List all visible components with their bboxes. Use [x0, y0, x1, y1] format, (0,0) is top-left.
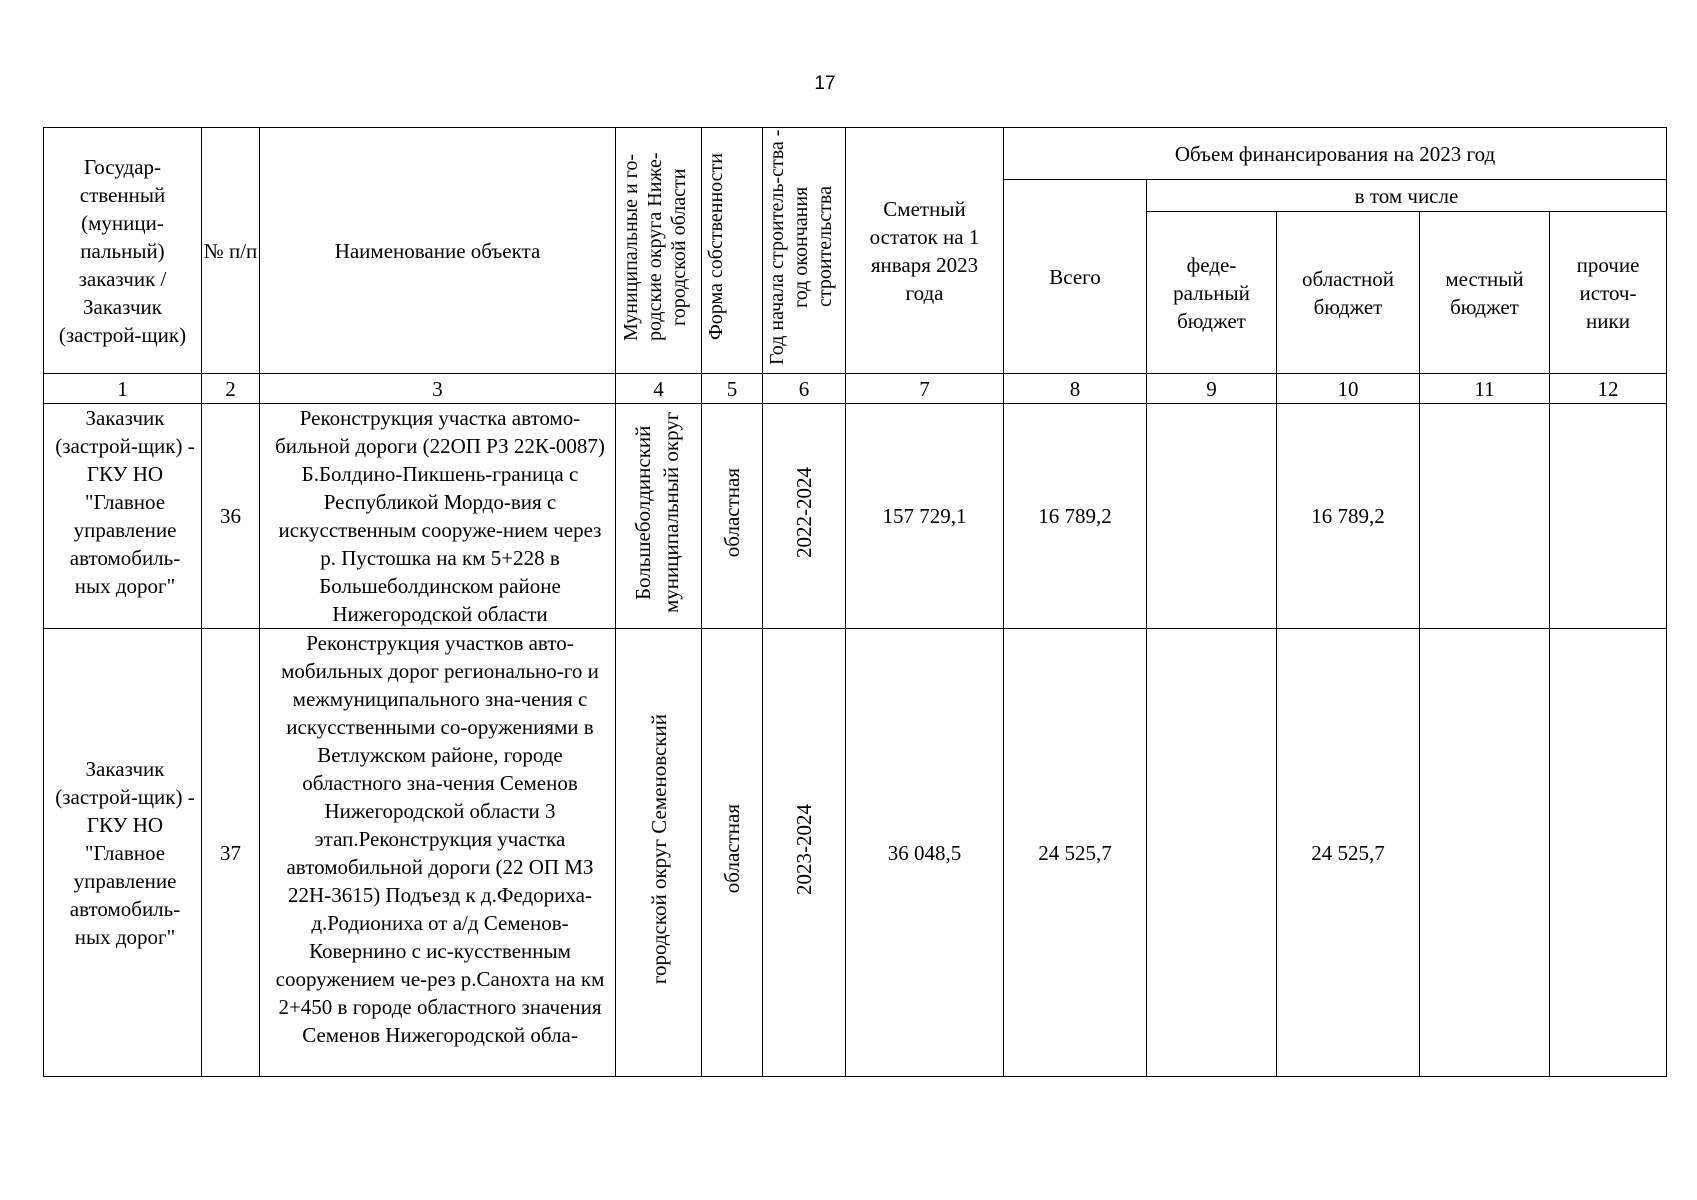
header-ownership-text: Форма собственности — [705, 153, 727, 341]
row-customer: Заказчик (застрой-щик) - ГКУ НО "Главное управление автомобиль-ных дорог" — [44, 404, 202, 629]
column-number: 8 — [1004, 374, 1147, 404]
row-number: 37 — [202, 629, 260, 1077]
column-number: 2 — [202, 374, 260, 404]
column-number: 7 — [846, 374, 1004, 404]
financing-table — [43, 127, 1667, 1077]
row-ownership — [702, 629, 763, 1077]
header-estimate: Сметный остаток на 1 января 2023 года — [846, 128, 1004, 374]
column-numbers-row — [44, 374, 1667, 404]
column-number: 9 — [1147, 374, 1277, 404]
row-other — [1550, 629, 1667, 1077]
row-municipality-text: городской округ Семеновский — [646, 713, 671, 985]
row-years-text: 2022-2024 — [792, 467, 816, 558]
row-local — [1420, 629, 1550, 1077]
column-number: 10 — [1277, 374, 1420, 404]
header-years-text: Год начала строитель-ства - год окончания строительства — [766, 129, 836, 365]
header-municipality — [616, 128, 702, 374]
row-total: 16 789,2 — [1004, 404, 1147, 629]
row-regional: 24 525,7 — [1277, 629, 1420, 1077]
column-number: 5 — [702, 374, 763, 404]
row-customer: Заказчик (застрой-щик) - ГКУ НО "Главное управление автомобиль-ных дорог" — [44, 629, 202, 1077]
header-total: Всего — [1004, 180, 1147, 374]
column-number: 12 — [1550, 374, 1667, 404]
row-federal — [1147, 629, 1277, 1077]
header-object-name: Наименование объекта — [260, 128, 616, 374]
row-ownership-text: областная — [720, 804, 744, 894]
row-ownership — [702, 404, 763, 629]
page-number: 17 — [814, 73, 836, 94]
header-customer: Государ-ственный (муници-пальный) заказчик / Заказчик (застрой-щик) — [44, 128, 202, 374]
row-federal — [1147, 404, 1277, 629]
row-total: 24 525,7 — [1004, 629, 1147, 1077]
row-municipality-text: Большеболдинский муниципальный округ — [630, 411, 683, 614]
header-federal: феде-ральный бюджет — [1147, 212, 1277, 374]
header-local: местный бюджет — [1420, 212, 1550, 374]
header-regional: областной бюджет — [1277, 212, 1420, 374]
column-number: 6 — [763, 374, 846, 404]
row-municipality — [616, 629, 702, 1077]
header-municipality-text: Муниципальные и го-родские округа Ниже-городской области — [619, 152, 690, 342]
row-ownership-text: областная — [720, 467, 744, 558]
header-financing: Объем финансирования на 2023 год — [1004, 128, 1667, 180]
header-including: в том числе — [1147, 180, 1667, 212]
row-estimate: 157 729,1 — [846, 404, 1004, 629]
column-number: 4 — [616, 374, 702, 404]
row-regional: 16 789,2 — [1277, 404, 1420, 629]
header-number: № п/п — [202, 128, 260, 374]
row-object-name: Реконструкция участков авто-мобильных дорог регионально-го и межмуниципального зна-чения с искусственными со-оружениями в Ветлужском районе, городе областного зна-чения Семенов Нижегородской области 3 этап.Реконструкция участка автомобильной дороги (22 ОП МЗ 22Н-3615) Подъезд к д.Федориха-д.Родиониха от а/д Семенов-Ковернино с ис-кусственным сооружением че-рез р.Санохта на км 2+450 в городе областного значения Семенов Нижегородской обла- — [260, 629, 616, 1077]
row-years — [763, 404, 846, 629]
row-object-name: Реконструкция участка автомо-бильной дороги (22ОП РЗ 22К-0087) Б.Болдино-Пикшень-граница с Республикой Мордо-вия с искусственным сооруже-нием через р. Пустошка на км 5+228 в Большеболдинском районе Нижегородской области — [260, 404, 616, 629]
header-ownership — [702, 128, 763, 374]
table-row — [44, 404, 1667, 629]
header-years — [763, 128, 846, 374]
table-row — [44, 629, 1667, 1077]
row-local — [1420, 404, 1550, 629]
column-number: 3 — [260, 374, 616, 404]
row-number: 36 — [202, 404, 260, 629]
row-municipality — [616, 404, 702, 629]
row-estimate: 36 048,5 — [846, 629, 1004, 1077]
row-years-text: 2023-2024 — [792, 803, 816, 895]
header-other: прочие источ-ники — [1550, 212, 1667, 374]
column-number: 1 — [44, 374, 202, 404]
row-years — [763, 629, 846, 1077]
row-other — [1550, 404, 1667, 629]
column-number: 11 — [1420, 374, 1550, 404]
